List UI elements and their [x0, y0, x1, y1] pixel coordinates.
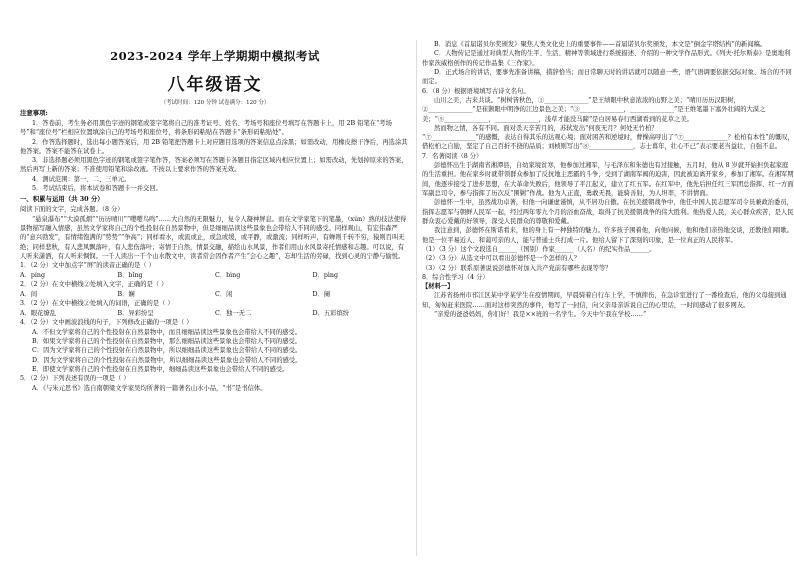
question-6-text: 山川之美，古来共谈。“树树皆秋色，①______________”是王绩眼中秋意浓浓的山野之美；“晴川历历汉阳树，②______________”是崔颢眼中明净的江边景色之美；“③______________，______________”是王维笔墨下塞外壮阔的大漠之美；“⑤______________，______________，浅草才能没马蹄”是白居易春行西湖看到的花草之美。 [422, 96, 766, 123]
notice-heading: 注意事项: [20, 109, 48, 117]
question-1: 1．（2 分）文中加点字“屏”的读音正确的是（ ） [20, 262, 155, 270]
left-column [20, 40, 410, 556]
exam-title: 2023-2024 学年上学期期中模拟考试 [110, 49, 320, 63]
option: B．消息《首届诺贝尔奖颁发》聚焦人类文化史上的重要事件——首届诺贝尔奖颁发，本文是“倒金字塔结构”的新闻稿。 [434, 41, 767, 48]
question-5: 5．（2 分）下列表述有误的一项是（ ） [20, 375, 130, 383]
question-6: 6．（8 分）根据语境填写古诗文名句。 [422, 87, 530, 95]
option: B．娴 [117, 290, 135, 298]
option: B．如果文学家将自己的个性投射在自然景物中，那么细细品读这些景象也会带给人不同的感受。 [32, 338, 302, 346]
question-1-options [20, 271, 410, 281]
material-label: 【材料一】 [422, 283, 454, 291]
notice-item: 4．测试范围：第一、二、三单元。 [32, 175, 131, 183]
notice-item: 1．答卷前，考生务必用黑色字迹的钢笔或签字笔将自己的准考证号、姓名、考场号和座位号填写在答题卡上，用 2B 铅笔在“考场号”和“座位号”栏相应位置填涂自己的考场号和座位号，将条形码粘贴在答题卡“条形码粘贴处”。 [20, 119, 392, 137]
material-paragraph: 江苏省扬州市邗江区某中学某学生在疫情期间，早晨骑着自行车上学，不慎摔伤，在急诊室进行了一番检查后，他的父母接到通知，匆匆赶来医院……面对这样突然的事件，他写了一封信，向父亲母亲诉说自己的心里话，一时间感动了很多网友。 [422, 292, 787, 309]
question-8: 8．综合性学习（4 分） [422, 273, 489, 281]
notice-item: 3．非选择题必须用黑色字迹的钢笔或签字笔作答，答案必须写在答题卡各题目指定区域内相应位置上；如需改动，先划掉原来的答案，然后再写上新的答案；不准使用铅笔和涂改液。不按以上要求作答的答案无效。 [20, 157, 408, 174]
part1-passage: “悬泉瀑布”“大漠孤烟”“历历晴川”“嘤嘤鸟鸣”……大自然的无限魅力，复令人凝神屏息。而在文学家笔下的笔墨，（xún）熟的技法使得景物描写融入情感，虽然文学家将自己的个性投射在自然景物中，但是细细品读这些景象也会带给人不同的感受。同样观山，有宏伟森严的“意兴勃发”，有情绪饱满的“势势”“争高”；同样看水，或流或止，或急或缓，或平静，或激流；同样听声，有蝉则千转不穷，猿则百叫无绝；同样悲秋，有人悲风飘落叶，有人悲伤落叶；寄情于自然，情景交融，描绘山水风景，作者们用山水风景寄托情感和志趣。可以说，有人听来潇洒，有人听来惆悯。一千人读出一千个山水散文中，读者常会因作者产生“会心之趣”，忘却生活的劳碌，找到心灵的宁静与愉悦。 [20, 215, 407, 260]
option: D．阑 [312, 290, 331, 298]
question-3-options [20, 309, 410, 319]
option: A．眼花缭乱 [20, 309, 57, 317]
option: A．《与朱元思书》选自南朝梁文学家吴均所著的一篇著名山水小品，“书”是书信体。 [32, 384, 267, 392]
question-6-text: 然而物之情，各有不同。面对杀天辛苦月的，苏轼发出“何夜无月？何处无竹柏？ [434, 124, 658, 132]
question-2: 2．（2 分）在文中横线②处填入文字，正确的是（ ） [20, 281, 168, 289]
option: C．独一无二 [215, 309, 252, 317]
question-2-options [20, 290, 410, 300]
question-7-paragraph: 我注意到，彭德怀在斯诺看来，他的身上有一种独特的魅力。许多孩子围着他，向他问候，他和他们亲热地交谈，还教他们唱歌。他是一位平易近人、和蔼可亲的人，能与普通士兵打成一片。他给人留下了深刻的印象，是一位真正的人民将军。 [422, 227, 793, 244]
option: D．因为文学家将自己的个性投射在自然景物中，所以细细品读这些景象也会带给人不同的感受。 [32, 356, 302, 364]
question-7-paragraph: 彭德怀出生于湖南省湘潭县，自幼家境贫寒，他参加过湘军，与毛泽东和朱德也有过接触，五月时，他从 8 岁就开始担负起家庭的生活重担。他在家乡时就带领群众参加了反抗地主恶霸的斗争，受到了湖南军阀的迫害，因此被迫离开家乡，参加了湘军。在湘军期间，他逐步接受了进步思想，在大革命失败后，他领导了平江起义，建立了红五军。在红军中，他先后担任红三军团总指挥、红一方面军副总司令，参与指挥了历次反“围剿”作战。他为人正直，勇敢无畏，能骑善射，为人坦率，不讲情面。 [422, 162, 794, 197]
option: A．píng [20, 271, 45, 279]
question-6-text: “⑦______________”的感慨，表达自得其乐的达观心境；面对困苦和逆境时，曹操高呼出了“⑦______________？松柏有本性”的慨叹，借松柏之自励，坚定了自己百折不挠的品质；刘桢则写出“⑧______________，志士暮年，壮心不已”表示要老当益壮，自强不息。 [422, 134, 794, 151]
option: C．闲 [215, 290, 233, 298]
option: A．间 [20, 290, 38, 298]
option: D．正式场合的讲话，要事先准备讲稿，措辞恰当；而日常聊天时的讲话就可以随意一些，语气语调要依据交际对象、场合的不同而定。 [422, 68, 792, 86]
option: B．异彩纷呈 [117, 309, 154, 317]
question-7-paragraph: 彭德怀一生中，虽然战功卓著，但他一向谦虚谨慎，从不居功自傲。在抗美援朝战争中，他任中国人民志愿军司令员兼政治委员，指挥志愿军与朝鲜人民军一起，经过两年零九个月的浴血奋战，取得了抗美援朝战争的伟大胜利。他热爱人民，关心群众疾苦，是人民群众衷心爱戴的好领导，深受人民群众的尊敬和爱戴。 [422, 199, 794, 225]
option: A．不但文学家将自己的个性投射在自然景物中，而且细细品读这些景象也会带给人不同的感受。 [32, 328, 302, 336]
question-4: 4．（2 分）文中画波浪线的句子，下列修改正确的一项是（ ） [20, 319, 193, 327]
part1-intro: 阅读下面的文字，完成各题。（8 分） [20, 206, 124, 214]
exam-info: （考试时间：120 分钟 试卷满分：120 分） [160, 100, 270, 106]
exam-subject: 八年级语文 [167, 75, 263, 95]
option: D．pìng [312, 271, 338, 279]
option: D．五彩缤纷 [312, 309, 350, 317]
question-7: 7．名著阅读（8 分） [422, 152, 483, 160]
question-7-sub: （3）（2 分）联系原著说说彭德怀对加入共产党前有哪些表现等等？ [422, 264, 612, 272]
material-paragraph: “亲爱的爸爸妈妈，你们好！我是××班的一名学生。今天中午我在学校……” [434, 311, 647, 319]
option: C．bìng [215, 271, 241, 279]
option: C．人物传记是通过对典型人物的生平、生活、精神等领域进行系统描述、介绍的一种文学作品形式。《列夫·托尔斯泰》是奥地利作家茨威格创作的传记作品集《三作家》。 [422, 50, 791, 67]
option: C．因为文学家将自己的个性投射在自然景物中，所以细细品读这些景象也会带给人不同的感受。 [32, 347, 302, 355]
option: E．即使文学家将自己的个性投射在自然景物中，细细品读这些景象也会带给人不同的感受。 [32, 365, 289, 373]
right-column [422, 40, 794, 556]
part1-heading: 一、积累与运用（共 30 分） [20, 195, 104, 204]
option: B．bǐng [117, 271, 143, 279]
notice-item: 5．考试结束后，将本试卷和答题卡一并交回。 [32, 185, 162, 193]
column-divider [416, 40, 417, 556]
question-7-sub: （2）（3 分）从选文中可以看出彭德怀是一个怎样的人？ [422, 255, 580, 263]
notice-item: 2．作答选择题时，选出每小题答案后，用 2B 铅笔把答题卡上对应题目选项的答案信息点涂黑；如需改动，用橡皮擦干净后，再选涂其他答案。答案不能答在试卷上。 [20, 138, 408, 155]
question-7-sub: （1）（3 分）这个文段选自______（国别）作家______（人名）的纪实作品______。 [422, 245, 656, 253]
question-3: 3．（2 分）在文中横线②处填入的词语，正确的是（ ） [20, 300, 174, 308]
